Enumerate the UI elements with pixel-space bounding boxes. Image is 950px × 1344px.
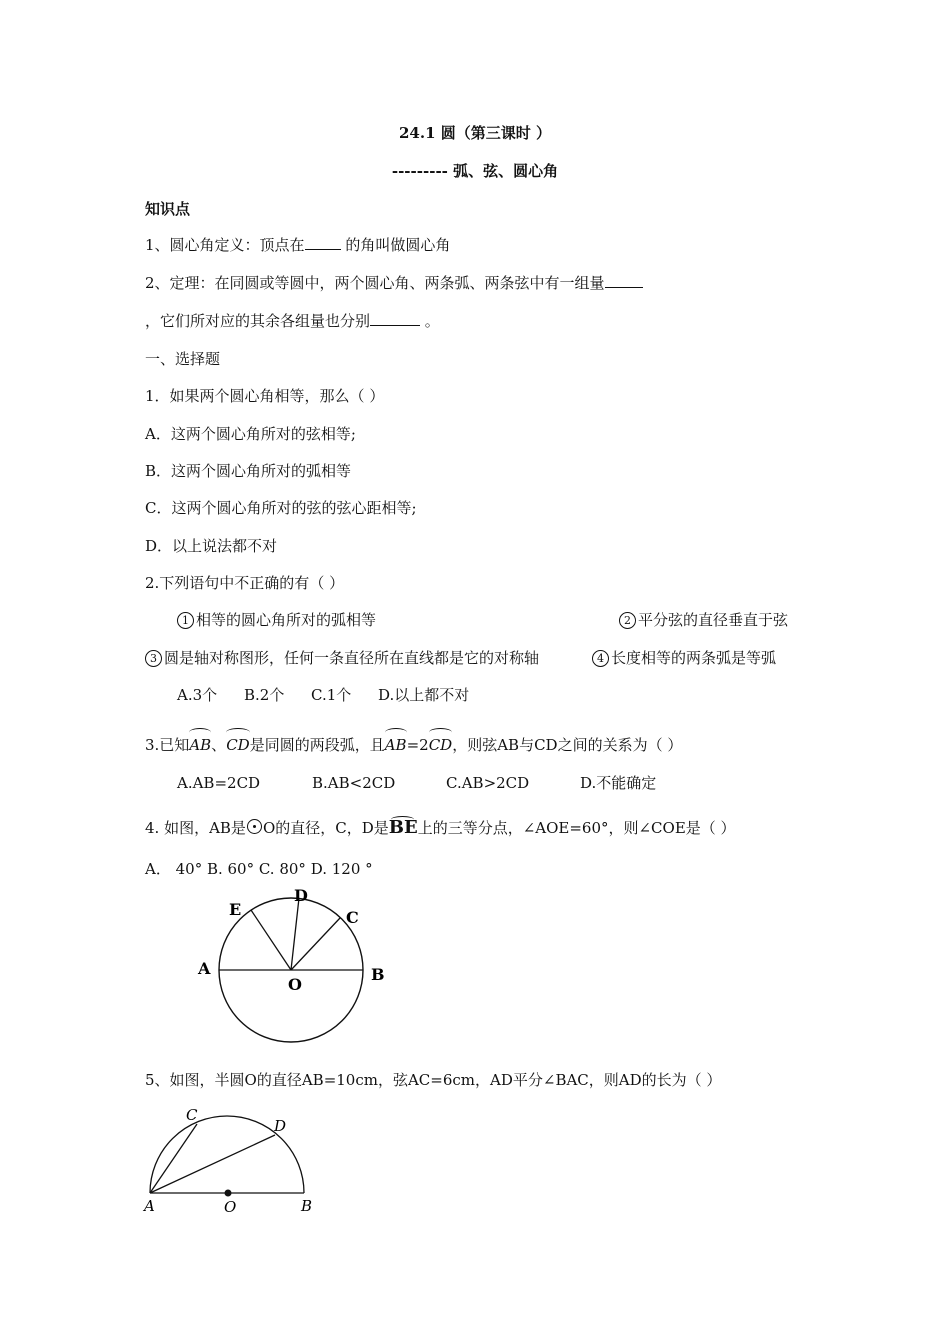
q2-statement-1-text: 相等的圆心角所对的弧相等 — [196, 611, 377, 629]
q4-text-2: O的直径，C，D是 — [262, 819, 389, 837]
circled-number-4: 4 — [592, 650, 609, 667]
fill-blank-2[interactable] — [605, 273, 643, 288]
q5-chord-ad — [150, 1135, 275, 1193]
knowledge-item-1-prefix: 1、圆心角定义：顶点在 — [145, 236, 305, 254]
q1-option-c[interactable]: C．这两个圆心角所对的弦的弦心距相等; — [145, 499, 417, 517]
q2-statement-2 — [619, 610, 788, 630]
q4-label-a: A — [198, 959, 211, 978]
q5-label-b: B — [301, 1197, 313, 1215]
q4-label-c: C — [346, 908, 359, 927]
circle-dot-symbol — [247, 819, 262, 834]
q3-option-a[interactable]: A.AB=2CD — [177, 774, 261, 792]
q5-label-o: O — [224, 1198, 237, 1216]
page-title: 24.1 圆（第三课时 ） — [399, 124, 551, 142]
knowledge-heading: 知识点 — [145, 200, 191, 218]
q1-option-b[interactable]: B．这两个圆心角所对的弧相等 — [145, 462, 352, 480]
circled-number-1: 1 — [177, 612, 194, 629]
knowledge-item-2 — [145, 273, 643, 293]
q1-stem: 1．如果两个圆心角相等，那么（ ） — [145, 387, 385, 405]
q5-center-point — [225, 1190, 232, 1197]
q4-text-1: 4. 如图，AB是 — [145, 819, 246, 837]
q2-option-c[interactable]: C.1个 — [311, 686, 352, 704]
circled-number-3: 3 — [145, 650, 162, 667]
q2-statement-1 — [177, 610, 376, 630]
q5-stem: 5、如图，半圆O的直径AB=10cm，弦AC=6cm，AD平分∠BAC，则AD的长为（ ） — [145, 1071, 722, 1089]
q4-radius-od — [291, 898, 299, 970]
q3-text-3: 是同圆的两段弧，且 — [249, 736, 385, 754]
knowledge-item-2-cont — [145, 311, 440, 331]
q5-semicircle-figure — [135, 1100, 325, 1220]
knowledge-item-1 — [145, 235, 450, 255]
q2-statement-4-text: 长度相等的两条弧是等弧 — [611, 649, 777, 667]
q1-option-a[interactable]: A．这两个圆心角所对的弦相等; — [145, 425, 356, 443]
q5-label-a: A — [144, 1197, 155, 1215]
arc-cd: CD — [226, 731, 250, 755]
arc-cd-2: CD — [429, 731, 453, 755]
q3-stem — [145, 731, 682, 755]
q4-circle-figure — [185, 880, 405, 1050]
q2-option-a[interactable]: A.3个 — [177, 686, 218, 704]
q4-radius-oc — [291, 918, 340, 970]
knowledge-item-2-end: 。 — [420, 312, 440, 330]
page-subtitle: --------- 弧、弦、圆心角 — [391, 162, 559, 180]
q3-option-b[interactable]: B.AB<2CD — [312, 774, 396, 792]
q4-label-o: O — [288, 975, 302, 994]
arc-be: BE — [388, 817, 418, 838]
q2-option-d[interactable]: D.以上都不对 — [378, 686, 470, 704]
knowledge-item-2-text: 2、定理：在同圆或等圆中，两个圆心角、两条弧、两条弦中有一组量 — [145, 274, 605, 292]
fill-blank-3[interactable] — [370, 311, 420, 326]
fill-blank-1[interactable] — [305, 235, 341, 250]
q4-label-d: D — [294, 886, 308, 905]
q2-statement-3 — [145, 648, 539, 668]
knowledge-item-1-suffix: 的角叫做圆心角 — [340, 236, 451, 254]
q5-label-c: C — [186, 1106, 198, 1124]
q1-option-d[interactable]: D．以上说法都不对 — [145, 537, 278, 555]
q3-text-2: 、 — [211, 736, 227, 754]
q2-statement-3-text: 圆是轴对称图形，任何一条直径所在直线都是它的对称轴 — [164, 649, 540, 667]
q2-statement-4 — [592, 648, 776, 668]
q3-text-4: =2 — [406, 736, 429, 754]
q2-option-b[interactable]: B.2个 — [244, 686, 285, 704]
q3-option-c[interactable]: C.AB>2CD — [446, 774, 530, 792]
q4-stem — [145, 818, 736, 838]
q4-options: A． 40° B. 60° C. 80° D. 120 ° — [145, 860, 373, 878]
section-heading: 一、选择题 — [145, 350, 221, 368]
q3-option-d[interactable]: D.不能确定 — [580, 774, 657, 792]
q4-radius-oe — [251, 910, 291, 970]
q2-statement-2-text: 平分弦的直径垂直于弦 — [638, 611, 789, 629]
q5-label-d: D — [274, 1117, 287, 1135]
q3-text-5: ，则弦AB与CD之间的关系为（ ） — [452, 736, 683, 754]
circled-number-2: 2 — [619, 612, 636, 629]
q3-text-1: 3.已知 — [145, 736, 190, 754]
knowledge-item-2-cont-text: ，它们所对应的其余各组量也分别 — [145, 312, 371, 330]
arc-ab-2: AB — [385, 731, 407, 755]
arc-ab: AB — [189, 731, 211, 755]
q4-text-3: 上的三等分点，∠AOE=60°，则∠COE是（ ） — [417, 819, 736, 837]
q4-label-b: B — [371, 965, 385, 984]
q4-label-e: E — [229, 900, 242, 919]
q2-stem: 2.下列语句中不正确的有（ ） — [145, 574, 345, 592]
